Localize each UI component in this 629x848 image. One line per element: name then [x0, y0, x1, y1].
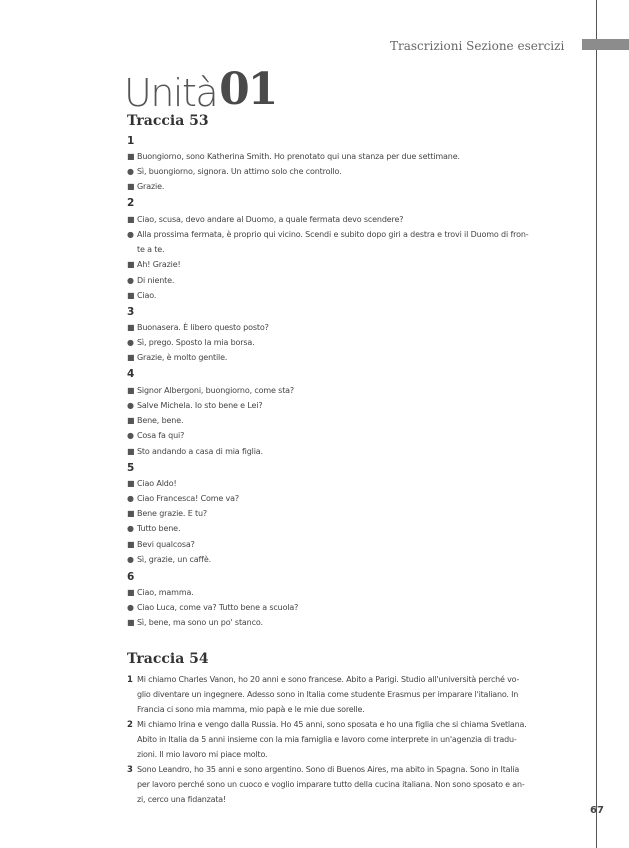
dialogue-line [127, 352, 582, 364]
dialogue-text: Sì, grazie, un caffè. [137, 555, 212, 564]
paragraph-line: glio diventare un ingegnere. Adesso sono in Italia come studente Erasmus per imparare l'italiano. In [137, 690, 519, 699]
square-bullet-icon: ■ [127, 447, 135, 456]
paragraph-line: per lavoro perché sono un cuoco e voglio imparare tutto della cucina italiana. Non sono sposato e an- [137, 780, 525, 789]
round-bullet-icon: ● [127, 230, 134, 239]
square-bullet-icon: ■ [127, 182, 135, 191]
paragraph-line: Mi chiamo Irina e vengo dalla Russia. Ho 45 anni, sono sposata e ho una figlia che si chiama Svetlana. [137, 720, 527, 729]
paragraph-line: zioni. Il mio lavoro mi piace molto. [137, 750, 268, 759]
square-bullet-icon: ■ [127, 509, 135, 518]
dialogue-line [127, 508, 582, 520]
dialogue-line [127, 229, 582, 241]
dialogue-line [127, 554, 582, 566]
dialogue-line [127, 322, 582, 334]
dialogue-line [127, 602, 582, 614]
section-number: 6 [127, 571, 135, 583]
square-bullet-icon: ■ [127, 215, 135, 224]
dialogue-text: Sì, bene, ma sono un po' stanco. [137, 618, 263, 627]
dialogue-text: Di niente. [137, 276, 175, 285]
round-bullet-icon: ● [127, 276, 134, 285]
dialogue-line [127, 446, 582, 458]
dialogue-line [127, 400, 582, 412]
unit-title [124, 64, 277, 115]
paragraph-line: Francia ci sono mia mamma, mio papà e le mie due sorelle. [137, 705, 365, 714]
square-bullet-icon: ■ [127, 540, 135, 549]
dialogue-line [127, 181, 582, 193]
paragraph-number: 1 [127, 675, 133, 685]
unit-word: Unità [124, 71, 218, 115]
square-bullet-icon: ■ [127, 416, 135, 425]
running-header: Trascrizioni Sezione esercizi [390, 39, 565, 53]
page-edge-line [596, 0, 597, 848]
dialogue-line [127, 166, 582, 178]
square-bullet-icon: ■ [127, 588, 135, 597]
square-bullet-icon: ■ [127, 152, 135, 161]
dialogue-text: Signor Albergoni, buongiorno, come sta? [137, 386, 295, 395]
dialogue-text: Sto andando a casa di mia figlia. [137, 447, 263, 456]
dialogue-text: Bene grazie. E tu? [137, 509, 207, 518]
round-bullet-icon: ● [127, 524, 134, 533]
dialogue-line [127, 478, 582, 490]
dialogue-text: Sì, prego. Sposto la mia borsa. [137, 338, 255, 347]
section-number: 4 [127, 368, 135, 380]
dialogue-line [127, 415, 582, 427]
dialogue-line [127, 539, 582, 551]
paragraph-number: 2 [127, 720, 133, 730]
dialogue-line [127, 290, 582, 302]
dialogue-text: Buongiorno, sono Katherina Smith. Ho prenotato qui una stanza per due settimane. [137, 152, 460, 161]
track-54-heading: Traccia 54 [127, 651, 209, 667]
dialogue-line [127, 523, 582, 535]
round-bullet-icon: ● [127, 431, 134, 440]
round-bullet-icon: ● [127, 555, 134, 564]
dialogue-text: Ciao, mamma. [137, 588, 194, 597]
dialogue-line [127, 275, 582, 287]
section-number: 1 [127, 135, 135, 147]
dialogue-text: Grazie. [137, 182, 165, 191]
dialogue-text: Ah! Grazie! [137, 260, 181, 269]
dialogue-text: Grazie, è molto gentile. [137, 353, 228, 362]
dialogue-line [127, 430, 582, 442]
dialogue-line [127, 587, 582, 599]
paragraph-line: Mi chiamo Charles Vanon, ho 20 anni e sono francese. Abito a Parigi. Studio all'università perché vo- [137, 675, 520, 684]
dialogue-line [127, 493, 582, 505]
square-bullet-icon: ■ [127, 386, 135, 395]
round-bullet-icon: ● [127, 338, 134, 347]
dialogue-line [127, 385, 582, 397]
dialogue-text: Buonasera. È libero questo posto? [137, 323, 269, 332]
paragraph-line: zi, cerco una fidanzata! [137, 795, 227, 804]
dialogue-text: Ciao, scusa, devo andare al Duomo, a quale fermata devo scendere? [137, 215, 404, 224]
square-bullet-icon: ■ [127, 479, 135, 488]
round-bullet-icon: ● [127, 167, 134, 176]
dialogue-text: Tutto bene. [137, 524, 181, 533]
dialogue-line [127, 151, 582, 163]
dialogue-line [127, 337, 582, 349]
dialogue-text: Salve Michela. Io sto bene e Lei? [137, 401, 263, 410]
dialogue-text: Ciao Luca, come va? Tutto bene a scuola? [137, 603, 299, 612]
square-bullet-icon: ■ [127, 323, 135, 332]
dialogue-text: Alla prossima fermata, è proprio qui vicino. Scendi e subito dopo giri a destra e trovi il Duomo di fron- [137, 230, 529, 239]
dialogue-line [127, 259, 582, 271]
section-number: 5 [127, 462, 135, 474]
square-bullet-icon: ■ [127, 260, 135, 269]
dialogue-text: Ciao Francesca! Come va? [137, 494, 239, 503]
paragraph-line: Sono Leandro, ho 35 anni e sono argentino. Sono di Buenos Aires, ma abito in Spagna. Sono in Italia [137, 765, 520, 774]
page-number: 67 [590, 805, 604, 816]
dialogue-text: Bevi qualcosa? [137, 540, 195, 549]
dialogue-text: Sì, buongiorno, signora. Un attimo solo che controllo. [137, 167, 342, 176]
round-bullet-icon: ● [127, 494, 134, 503]
dialogue-text: Ciao Aldo! [137, 479, 177, 488]
dialogue-continuation: te a te. [137, 245, 165, 254]
dialogue-text: Ciao. [137, 291, 157, 300]
track-53-heading: Traccia 53 [127, 113, 209, 129]
paragraph-line: Abito in Italia da 5 anni insieme con la mia famiglia e lavoro come interprete in un'agenzia di tradu- [137, 735, 517, 744]
dialogue-text: Bene, bene. [137, 416, 184, 425]
round-bullet-icon: ● [127, 603, 134, 612]
dialogue-line [127, 617, 582, 629]
section-number: 3 [127, 306, 135, 318]
round-bullet-icon: ● [127, 401, 134, 410]
paragraph-number: 3 [127, 765, 133, 775]
square-bullet-icon: ■ [127, 618, 135, 627]
dialogue-line [127, 214, 582, 226]
header-tab-bar [582, 39, 629, 50]
square-bullet-icon: ■ [127, 291, 135, 300]
square-bullet-icon: ■ [127, 353, 135, 362]
dialogue-text: Cosa fa qui? [137, 431, 185, 440]
section-number: 2 [127, 197, 135, 209]
unit-number: 01 [219, 64, 277, 115]
